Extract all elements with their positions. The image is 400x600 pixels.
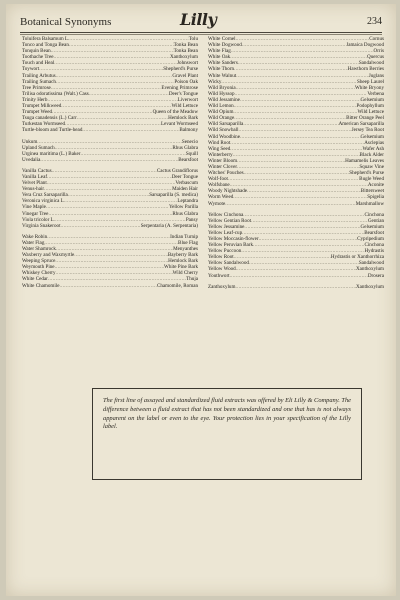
entry-term: Wild Snowball	[208, 127, 239, 134]
entry-synonym: Squill	[185, 150, 198, 157]
entry-synonym: Yellow Parilla	[168, 204, 198, 211]
entry-term: White Dogwood	[208, 42, 242, 49]
entry-term: Yellow Root	[208, 254, 234, 261]
entry-synonym: Marshmallow	[355, 200, 384, 207]
entry-term: Youthwort	[208, 272, 230, 279]
entry-term: Water Shamrock	[22, 246, 56, 252]
entry-term: Turtle-bloom and Turtle-head	[22, 127, 83, 134]
entry-term: Wild Lemon	[208, 103, 234, 110]
right-column	[208, 36, 384, 290]
entry-synonym: Wild Lettuce	[171, 103, 198, 110]
entry-synonym: Gravel Plant	[172, 72, 198, 79]
entry-synonym: Hydrastis or Xanthorrhiza	[330, 254, 384, 261]
entry-term: Wing Seed	[208, 145, 231, 152]
entry-synonym: Tonka Bean	[173, 48, 198, 55]
entry-synonym: White Pine Bark	[164, 264, 198, 271]
entry-synonym: Tonka Bean	[173, 42, 198, 49]
entry-synonym: Maiden Hair	[172, 186, 198, 193]
entry-term: White Flag	[208, 48, 231, 55]
entry-term: Wild Sarsaparilla	[208, 121, 244, 128]
entry-term: Trailing Sumach	[22, 78, 56, 85]
entry-term: Veronica virginica L	[22, 198, 64, 205]
synonym-entry	[22, 157, 198, 163]
entry-term: Waxberry and Waxmyrtle	[22, 252, 75, 259]
synonym-entry	[208, 201, 384, 207]
entry-term: Uvedalia	[22, 156, 41, 163]
entry-synonym: Indian Turnip	[170, 233, 198, 240]
entry-synonym: Cinchona	[364, 242, 384, 249]
entry-synonym: Verbascum	[175, 180, 198, 187]
entry-term: Virginia Snakeroot	[22, 222, 61, 229]
entry-synonym: Evening Primrose	[161, 84, 198, 91]
dot-leader	[40, 157, 178, 163]
entry-synonym: Pansy	[185, 216, 198, 223]
entry-synonym: Bayberry Bark	[167, 252, 198, 259]
entry-term: Wild Woodbine	[208, 133, 240, 140]
entry-term: Trinity Herb	[22, 96, 48, 103]
entry-term: Trumpet Weed	[22, 109, 53, 116]
entry-synonym: Serpentaria (A. Serpentaria)	[140, 222, 198, 229]
entry-synonym: Drosera	[367, 272, 384, 279]
synonym-entry	[208, 284, 384, 290]
entry-synonym: Chamomile, Roman	[156, 282, 198, 289]
entry-term: Wild Hyssop	[208, 90, 235, 97]
entry-term: Wolfsbane	[208, 182, 230, 189]
entry-term: Yellow Puccoon	[208, 248, 242, 255]
entry-term: Viola tricolor L	[22, 216, 54, 223]
entry-synonym: Cypripedium	[357, 236, 384, 242]
entry-synonym: Hydrastis	[364, 248, 384, 255]
entry-synonym: Verbena	[367, 90, 384, 97]
entry-synonym: Sandalwood	[358, 60, 384, 67]
entry-term: Vinegar Tree	[22, 210, 49, 217]
synonym-entry	[22, 223, 198, 229]
entry-synonym: Sandalwood	[358, 260, 384, 267]
book-page	[6, 4, 396, 596]
entry-term: Winter Clover	[208, 163, 238, 170]
entry-term: Tonquin Bean	[22, 48, 51, 55]
entry-synonym: Sarsaparilla (S. medica)	[149, 192, 198, 199]
entry-synonym: Wild Cherry	[172, 270, 198, 277]
entry-synonym: Quercus	[367, 54, 384, 61]
entry-term: White Cornel	[208, 36, 236, 42]
entry-synonym: Liverwort	[177, 96, 198, 103]
entry-synonym: Spigelia	[367, 194, 384, 201]
entry-term: Wicky	[208, 78, 222, 85]
dot-leader	[60, 283, 157, 289]
entry-term: White Walnut	[208, 72, 237, 79]
entry-term: Toluifera Balsamum L.	[22, 36, 70, 42]
entry-term: Wild Jessamine	[208, 96, 240, 103]
entry-synonym: Blue Flag	[178, 239, 198, 246]
dot-leader	[82, 127, 179, 133]
entry-synonym: Leptandra	[177, 198, 198, 205]
entry-term: Yellow Wood	[208, 266, 236, 273]
entry-term: Trumpet Milkweed	[22, 103, 62, 110]
entry-synonym: Gentian	[367, 217, 384, 224]
entry-term: Tree Primrose	[22, 84, 51, 91]
synonym-entry	[22, 283, 198, 289]
entry-term: Wind Root	[208, 139, 231, 146]
entry-term: Tsuga canadensis (L.) Carr	[22, 115, 77, 122]
entry-synonym: Cactus Grandiflorus	[156, 167, 198, 174]
entry-term: Wymote	[208, 200, 226, 207]
entry-synonym: American Sarsaparilla	[338, 121, 384, 128]
entry-synonym: Sheep Laurel	[356, 78, 384, 85]
entry-synonym: Gelsemium	[360, 223, 384, 230]
entry-synonym: Queen of the Meadow	[152, 109, 198, 116]
entry-term: White Oak	[208, 54, 231, 61]
lilly-logo: Lilly	[180, 10, 217, 29]
entry-term: Winterberry	[208, 151, 233, 158]
entry-term: Vanilla Cactus	[22, 167, 52, 174]
entry-synonym: Hemlock Bark	[168, 258, 198, 265]
entry-synonym: Jamaica Dogwood	[346, 42, 384, 49]
entry-synonym: Gelsemium	[360, 133, 384, 140]
entry-term: Yellow Gentian Root	[208, 217, 252, 224]
entry-synonym: Balmony	[179, 127, 198, 134]
entry-term: Venus-hair	[22, 186, 45, 193]
entry-synonym: Black Alder	[359, 151, 384, 158]
entry-synonym: Wafer Ash	[362, 145, 384, 152]
entry-synonym: Hamamelis Leaves	[345, 157, 384, 164]
entry-term: Water Flag	[22, 239, 45, 246]
synonym-entry	[208, 273, 384, 279]
entry-term: White Cedar	[22, 276, 48, 283]
entry-synonym: Thuja	[186, 276, 198, 283]
entry-synonym: Poison Oak	[174, 78, 198, 85]
entry-synonym: Rhus Glabra	[172, 144, 198, 151]
entry-synonym: Aconite	[367, 182, 384, 189]
entry-term: Wolf-foot	[208, 176, 228, 183]
entry-term: Yellow Peruvian Bark	[208, 242, 254, 249]
entry-synonym: Bearsfoot	[178, 156, 198, 163]
entry-synonym: Xanthoxylum	[355, 266, 384, 273]
entry-term: Wake Robin	[22, 233, 48, 240]
entry-term: Yellow Leaf-cup	[208, 229, 243, 236]
entry-term: Touch and Heal	[22, 60, 55, 67]
entry-term: Wild Opium	[208, 109, 234, 116]
dot-leader	[230, 273, 368, 279]
entry-term: Yellow Jessamine	[208, 223, 245, 230]
entry-synonym: Asclepias	[364, 139, 384, 146]
dot-leader	[225, 201, 355, 207]
entry-term: Witches' Pouches	[208, 170, 244, 177]
entry-term: Urginea maritima (L.) Baker	[22, 150, 81, 157]
entry-term: Weymouth Pine	[22, 264, 55, 271]
entry-synonym: White Bryony	[354, 84, 384, 91]
entry-synonym: Shepherd's Purse	[163, 66, 198, 73]
entry-term: Unkum	[22, 138, 38, 145]
entry-synonym: Xanthoxylum	[169, 54, 198, 61]
synonym-entry	[22, 127, 198, 133]
entry-term: Zanthoxylum	[208, 283, 236, 290]
entry-term: Wild Bryonia	[208, 84, 236, 91]
entry-term: Turkestan Wormseed	[22, 121, 66, 128]
entry-synonym: Shepherd's Purse	[349, 170, 384, 177]
entry-synonym: Deer's Tongue	[168, 90, 198, 97]
entry-synonym: Menyanthes	[173, 246, 198, 252]
entry-synonym: Cinchona	[364, 211, 384, 218]
entry-term: Upland Sumach	[22, 144, 55, 151]
entry-synonym: Cornus	[369, 36, 384, 42]
notice-box: The first line of assayed and standardized fluid extracts was offered by Eli Lilly & Company. The difference between a fluid extract that has not been standardized and one that has is not always apparent on the label or even to the eye. Your protection lies in your specification of the Lilly label.	[92, 388, 362, 480]
entry-term: Winter Bloom	[208, 157, 238, 164]
entry-term: Yellow Sandalwood	[208, 260, 249, 267]
entry-synonym: Bugle Weed	[359, 176, 384, 183]
entry-term: Yellow Cinchona	[208, 211, 244, 218]
entry-synonym: Juglans	[368, 72, 384, 79]
page-number: 234	[367, 16, 382, 27]
entry-term: Velvet Plant	[22, 180, 47, 187]
entry-synonym: Xanthoxylum	[355, 283, 384, 290]
entry-term: Weeping Spruce	[22, 258, 56, 265]
entry-synonym: Podophyllum	[356, 103, 384, 110]
entry-synonym: Bearsfoot	[364, 229, 384, 236]
entry-term: Wild Orange	[208, 115, 235, 122]
entry-term: Yellow Moccasin-flower	[208, 236, 259, 242]
left-column	[22, 36, 198, 289]
entry-synonym: Tolu	[188, 36, 198, 42]
entry-term: Whiskey Cherry	[22, 270, 56, 277]
entry-term: Toothache Tree	[22, 54, 54, 61]
entry-synonym: Hemlock Bark	[168, 115, 198, 122]
dot-leader	[61, 223, 141, 229]
entry-term: Tonco and Tonga Bean	[22, 42, 69, 49]
section-title: Botanical Synonyms	[20, 16, 112, 28]
dot-leader	[235, 284, 356, 290]
entry-synonym: Squaw Vine	[359, 163, 384, 170]
entry-synonym: Rhus Glabra	[172, 210, 198, 217]
entry-synonym: Hawthorn Berries	[347, 66, 384, 73]
entry-term: Woody Nightshade	[208, 188, 248, 195]
entry-term: Trilisa odoratissima (Walt.) Cass	[22, 90, 89, 97]
entry-synonym: Orris	[373, 48, 384, 55]
header-rule-secondary	[20, 34, 382, 35]
entry-synonym: Johnswort	[177, 60, 198, 67]
header-rule	[20, 32, 382, 33]
entry-term: White Thorn	[208, 66, 235, 73]
entry-term: White Chamomile	[22, 282, 60, 289]
entry-synonym: Bitter Orange Peel	[346, 115, 384, 122]
entry-term: Vanilla Leaf	[22, 173, 48, 180]
entry-term: Toywort	[22, 66, 40, 73]
entry-term: Worm Weed	[208, 194, 234, 201]
entry-synonym: Wild Lettuce	[357, 109, 384, 116]
entry-term: White Sanders	[208, 60, 238, 67]
entry-term: Trailing Arbutus	[22, 72, 56, 79]
entry-term: Vera Cruz Sarsaparilla	[22, 192, 68, 199]
entry-term: Vine Maple	[22, 204, 46, 211]
entry-synonym: Levant Wormseed	[161, 121, 198, 128]
entry-synonym: Jersey Tea Root	[351, 127, 384, 134]
entry-synonym: Gelsemium	[360, 96, 384, 103]
entry-synonym: Bittersweet	[360, 188, 384, 195]
entry-synonym: Senecio	[181, 138, 198, 145]
entry-synonym: Deer Tongue	[171, 173, 198, 180]
